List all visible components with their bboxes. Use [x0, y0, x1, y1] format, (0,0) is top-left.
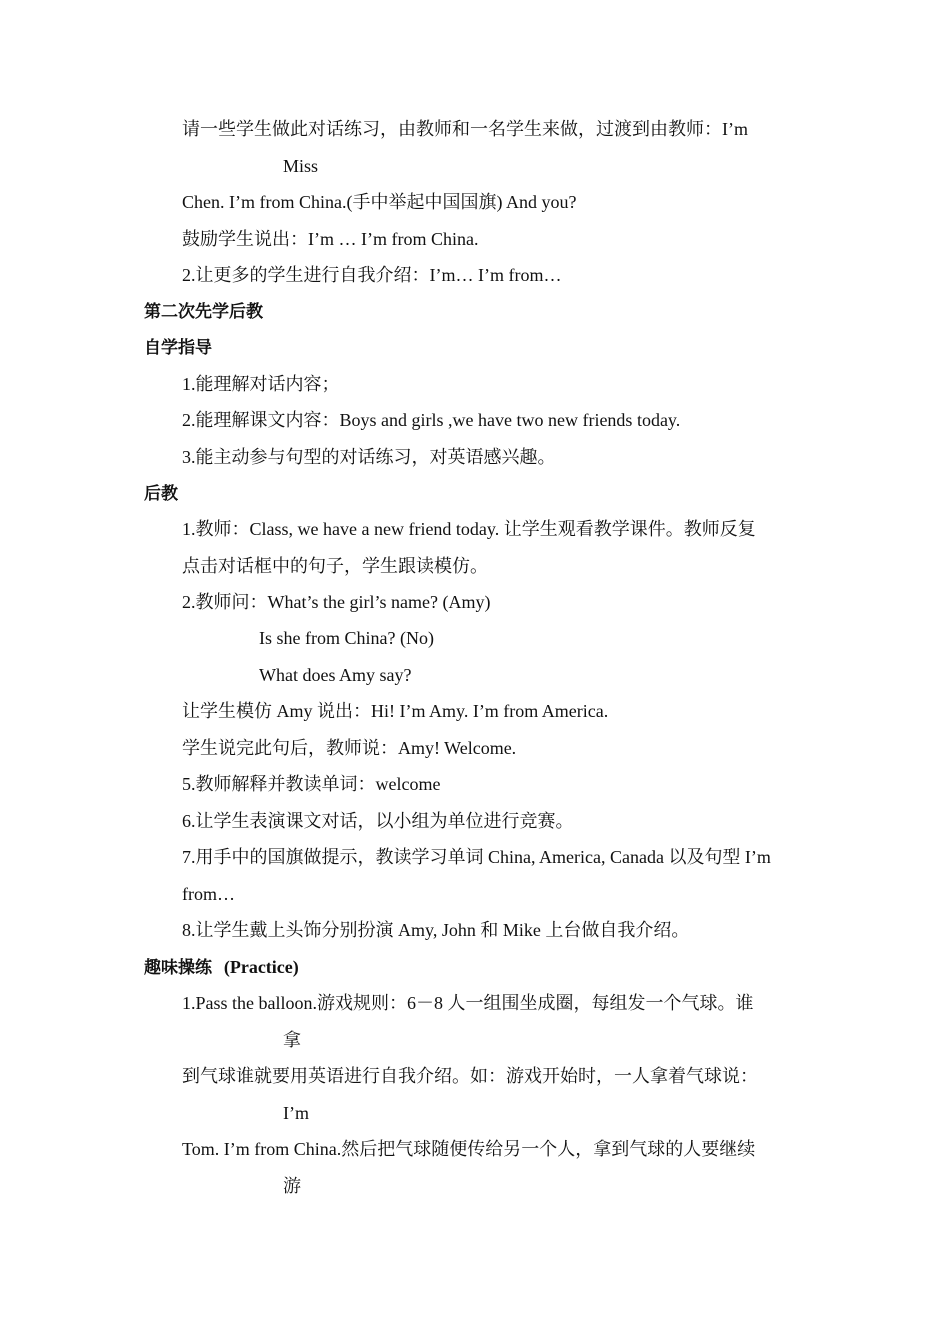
section-heading	[144, 956, 299, 979]
text-line: 8.让学生戴上头饰分别扮演 Amy, John 和 Mike 上台做自我介绍。	[182, 920, 690, 940]
text-line: 7.用手中的国旗做提示，教读学习单词 China, America, Canada 以及句型 I’m	[182, 847, 771, 867]
text-line: 3.能主动参与句型的对话练习，对英语感兴趣。	[182, 447, 556, 467]
text-line: 5.教师解释并教读单词：welcome	[182, 774, 441, 794]
text-line: Miss	[283, 156, 319, 176]
text-line: from…	[182, 884, 235, 904]
text-line: Is she from China? (No)	[259, 628, 434, 648]
section-heading: 后教	[144, 484, 178, 504]
text-line: I’m	[283, 1103, 309, 1123]
text-line: 1.Pass the balloon.游戏规则：6－8 人一组围坐成圈，每组发一个气球。谁	[182, 993, 754, 1013]
text-line: 鼓励学生说出：I’m … I’m from China.	[182, 229, 479, 249]
text-line: 2.教师问：What’s the girl’s name? (Amy)	[182, 592, 491, 612]
text-line: 点击对话框中的句子，学生跟读模仿。	[182, 556, 488, 576]
text-line: 请一些学生做此对话练习，由教师和一名学生来做，过渡到由教师：I’m	[182, 119, 748, 139]
text-line: 6.让学生表演课文对话，以小组为单位进行竞赛。	[182, 811, 574, 831]
text-line: What does Amy say?	[259, 665, 412, 685]
text-line: 拿	[283, 1030, 301, 1050]
text-line: Tom. I’m from China.然后把气球随便传给另一个人，拿到气球的人要继续	[182, 1139, 756, 1159]
text-line: 学生说完此句后，教师说：Amy! Welcome.	[182, 738, 517, 758]
text-line: 2.让更多的学生进行自我介绍：I’m… I’m from…	[182, 265, 562, 285]
text-line: Chen. I’m from China.(手中举起中国国旗) And you?	[182, 192, 577, 212]
text-line: 2.能理解课文内容：Boys and girls ,we have two new friends today.	[182, 410, 681, 430]
heading-english: (Practice)	[223, 957, 299, 977]
section-heading: 第二次先学后教	[144, 302, 263, 322]
text-line: 1.能理解对话内容；	[182, 374, 340, 394]
text-line: 1.教师：Class, we have a new friend today. 让学生观看教学课件。教师反复	[182, 519, 756, 539]
text-line: 游	[283, 1176, 301, 1196]
section-heading: 自学指导	[144, 338, 212, 358]
text-line: 让学生模仿 Amy 说出：Hi! I’m Amy. I’m from America.	[182, 701, 609, 721]
text-line: 到气球谁就要用英语进行自我介绍。如：游戏开始时，一人拿着气球说：	[182, 1066, 758, 1086]
heading-text: 趣味操练	[144, 958, 212, 978]
